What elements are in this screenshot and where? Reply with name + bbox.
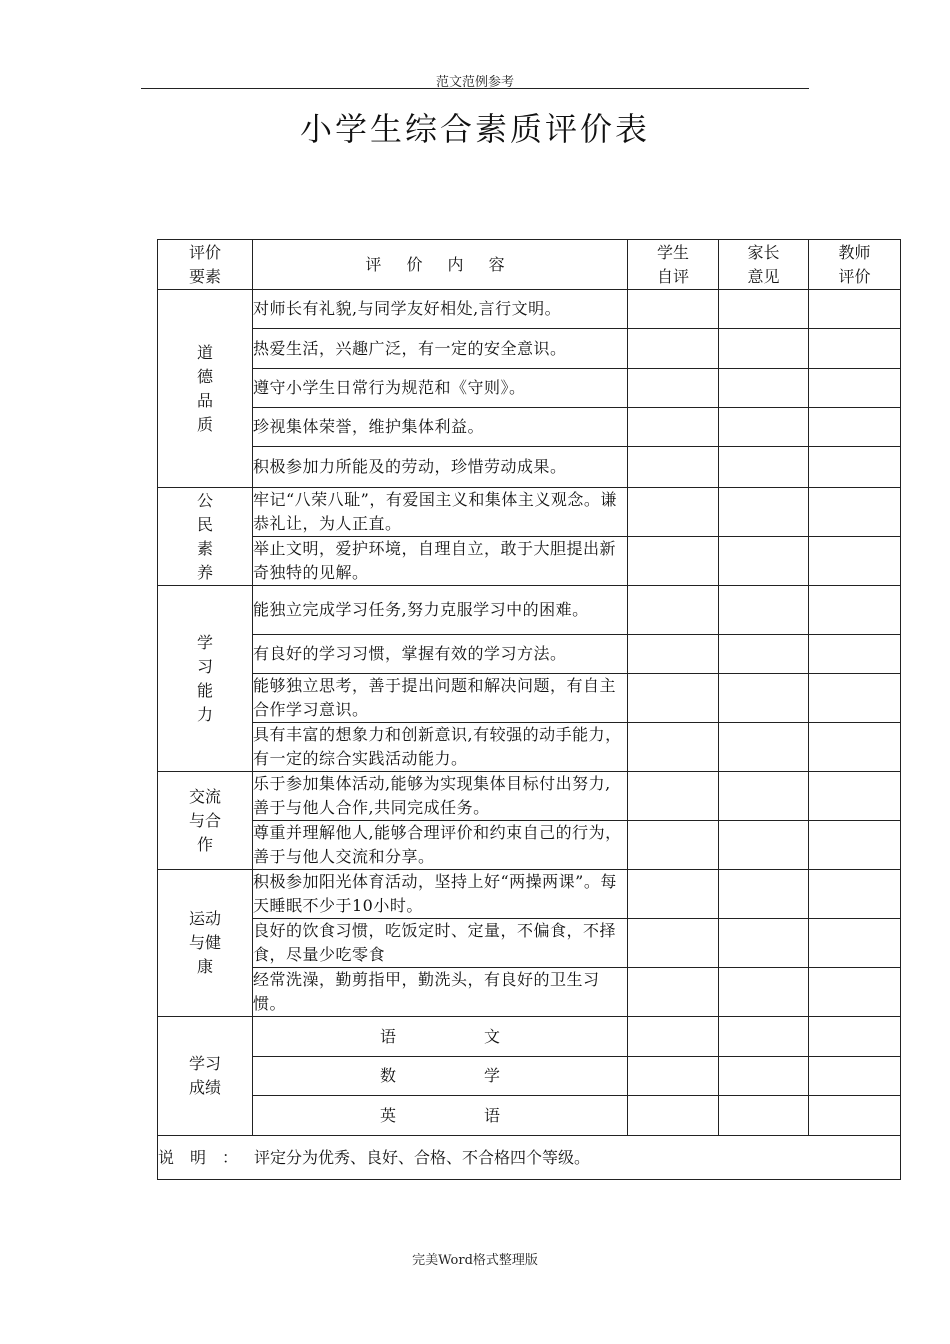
header-teacher: 教师评价 xyxy=(809,240,901,290)
criterion-text: 积极参加力所能及的劳动，珍惜劳动成果。 xyxy=(253,447,628,488)
student-eval-cell[interactable] xyxy=(628,821,719,870)
table-row xyxy=(158,488,901,537)
parent-opinion-cell[interactable] xyxy=(719,723,809,772)
student-eval-cell[interactable] xyxy=(628,1017,719,1057)
note-cell xyxy=(158,1136,901,1180)
parent-opinion-cell[interactable] xyxy=(719,537,809,586)
parent-opinion-cell[interactable] xyxy=(719,821,809,870)
criterion-text: 举止文明，爱护环境，自理自立，敢于大胆提出新奇独特的见解。 xyxy=(253,537,628,586)
student-eval-cell[interactable] xyxy=(628,635,719,674)
parent-opinion-cell[interactable] xyxy=(719,586,809,635)
parent-opinion-cell[interactable] xyxy=(719,290,809,329)
teacher-eval-cell[interactable] xyxy=(809,369,901,408)
teacher-eval-cell[interactable] xyxy=(809,919,901,968)
criterion-text: 良好的饮食习惯，吃饭定时、定量，不偏食，不择食，尽量少吃零食 xyxy=(253,919,628,968)
teacher-eval-cell[interactable] xyxy=(809,723,901,772)
parent-opinion-cell[interactable] xyxy=(719,1017,809,1057)
teacher-eval-cell[interactable] xyxy=(809,447,901,488)
header-element: 评价要素 xyxy=(158,240,253,290)
table-row xyxy=(158,772,901,821)
parent-opinion-cell[interactable] xyxy=(719,447,809,488)
teacher-eval-cell[interactable] xyxy=(809,488,901,537)
teacher-eval-cell[interactable] xyxy=(809,968,901,1017)
table-row xyxy=(158,369,901,408)
category-cell: 公民素养 xyxy=(158,488,253,586)
parent-opinion-cell[interactable] xyxy=(719,369,809,408)
student-eval-cell[interactable] xyxy=(628,968,719,1017)
criterion-text: 能独立完成学习任务,努力克服学习中的困难。 xyxy=(253,586,628,635)
teacher-eval-cell[interactable] xyxy=(809,537,901,586)
category-cell: 学习能力 xyxy=(158,586,253,772)
student-eval-cell[interactable] xyxy=(628,772,719,821)
table-row xyxy=(158,1057,901,1096)
criterion-text: 珍视集体荣誉，维护集体利益。 xyxy=(253,408,628,447)
subject-cell: 英语 xyxy=(253,1096,628,1136)
category-cell: 学习成绩 xyxy=(158,1017,253,1136)
criterion-text: 对师长有礼貌,与同学友好相处,言行文明。 xyxy=(253,290,628,329)
table-row xyxy=(158,447,901,488)
parent-opinion-cell[interactable] xyxy=(719,329,809,369)
table-row xyxy=(158,723,901,772)
criterion-text: 遵守小学生日常行为规范和《守则》。 xyxy=(253,369,628,408)
student-eval-cell[interactable] xyxy=(628,919,719,968)
parent-opinion-cell[interactable] xyxy=(719,674,809,723)
table-row xyxy=(158,537,901,586)
student-eval-cell[interactable] xyxy=(628,870,719,919)
criterion-text: 尊重并理解他人,能够合理评价和约束自己的行为，善于与他人交流和分享。 xyxy=(253,821,628,870)
student-eval-cell[interactable] xyxy=(628,586,719,635)
student-eval-cell[interactable] xyxy=(628,1096,719,1136)
teacher-eval-cell[interactable] xyxy=(809,772,901,821)
teacher-eval-cell[interactable] xyxy=(809,821,901,870)
header-rule xyxy=(141,88,809,89)
student-eval-cell[interactable] xyxy=(628,369,719,408)
table-row xyxy=(158,1096,901,1136)
student-eval-cell[interactable] xyxy=(628,290,719,329)
table-row xyxy=(158,968,901,1017)
criterion-text: 经常洗澡，勤剪指甲，勤洗头，有良好的卫生习惯。 xyxy=(253,968,628,1017)
note-label: 说明： xyxy=(158,1147,255,1167)
parent-opinion-cell[interactable] xyxy=(719,919,809,968)
teacher-eval-cell[interactable] xyxy=(809,586,901,635)
note-row xyxy=(158,1136,901,1180)
table-row xyxy=(158,408,901,447)
criterion-text: 积极参加阳光体育活动，坚持上好“两操两课”。每天睡眠不少于10小时。 xyxy=(253,870,628,919)
table-row xyxy=(158,586,901,635)
subject-cell: 语文 xyxy=(253,1017,628,1057)
table-row xyxy=(158,919,901,968)
student-eval-cell[interactable] xyxy=(628,674,719,723)
teacher-eval-cell[interactable] xyxy=(809,870,901,919)
student-eval-cell[interactable] xyxy=(628,488,719,537)
header-student: 学生自评 xyxy=(628,240,719,290)
teacher-eval-cell[interactable] xyxy=(809,1057,901,1096)
parent-opinion-cell[interactable] xyxy=(719,408,809,447)
criterion-text: 具有丰富的想象力和创新意识,有较强的动手能力，有一定的综合实践活动能力。 xyxy=(253,723,628,772)
table-header-row xyxy=(158,240,901,290)
student-eval-cell[interactable] xyxy=(628,723,719,772)
page-footer: 完美Word格式整理版 xyxy=(412,1253,538,1268)
teacher-eval-cell[interactable] xyxy=(809,674,901,723)
subject-cell: 数学 xyxy=(253,1057,628,1096)
teacher-eval-cell[interactable] xyxy=(809,635,901,674)
table-row xyxy=(158,1017,901,1057)
criterion-text: 热爱生活，兴趣广泛，有一定的安全意识。 xyxy=(253,329,628,369)
student-eval-cell[interactable] xyxy=(628,408,719,447)
parent-opinion-cell[interactable] xyxy=(719,1096,809,1136)
parent-opinion-cell[interactable] xyxy=(719,968,809,1017)
student-eval-cell[interactable] xyxy=(628,447,719,488)
category-cell: 运动与健康 xyxy=(158,870,253,1017)
table-row xyxy=(158,870,901,919)
table-row xyxy=(158,674,901,723)
parent-opinion-cell[interactable] xyxy=(719,1057,809,1096)
student-eval-cell[interactable] xyxy=(628,329,719,369)
parent-opinion-cell[interactable] xyxy=(719,488,809,537)
parent-opinion-cell[interactable] xyxy=(719,870,809,919)
student-eval-cell[interactable] xyxy=(628,1057,719,1096)
page-title: 小学生综合素质评价表 xyxy=(299,110,650,148)
parent-opinion-cell[interactable] xyxy=(719,635,809,674)
category-cell: 交流与合作 xyxy=(158,772,253,870)
table-row xyxy=(158,821,901,870)
evaluation-table xyxy=(157,239,901,1180)
table-row xyxy=(158,635,901,674)
header-content: 评 价 内 容 xyxy=(253,240,628,290)
page-header: 范文范例参考 xyxy=(435,75,514,90)
criterion-text: 牢记“八荣八耻”，有爱国主义和集体主义观念。谦恭礼让，为人正直。 xyxy=(253,488,628,537)
criterion-text: 有良好的学习习惯，掌握有效的学习方法。 xyxy=(253,635,628,674)
criterion-text: 能够独立思考，善于提出问题和解决问题，有自主合作学习意识。 xyxy=(253,674,628,723)
table-row xyxy=(158,329,901,369)
table-row xyxy=(158,290,901,329)
teacher-eval-cell[interactable] xyxy=(809,329,901,369)
teacher-eval-cell[interactable] xyxy=(809,1017,901,1057)
category-cell: 道德品质 xyxy=(158,290,253,488)
teacher-eval-cell[interactable] xyxy=(809,408,901,447)
student-eval-cell[interactable] xyxy=(628,537,719,586)
teacher-eval-cell[interactable] xyxy=(809,290,901,329)
header-parent: 家长意见 xyxy=(719,240,809,290)
note-text: 评定分为优秀、良好、合格、不合格四个等级。 xyxy=(254,1147,591,1167)
criterion-text: 乐于参加集体活动,能够为实现集体目标付出努力,善于与他人合作,共同完成任务。 xyxy=(253,772,628,821)
teacher-eval-cell[interactable] xyxy=(809,1096,901,1136)
parent-opinion-cell[interactable] xyxy=(719,772,809,821)
